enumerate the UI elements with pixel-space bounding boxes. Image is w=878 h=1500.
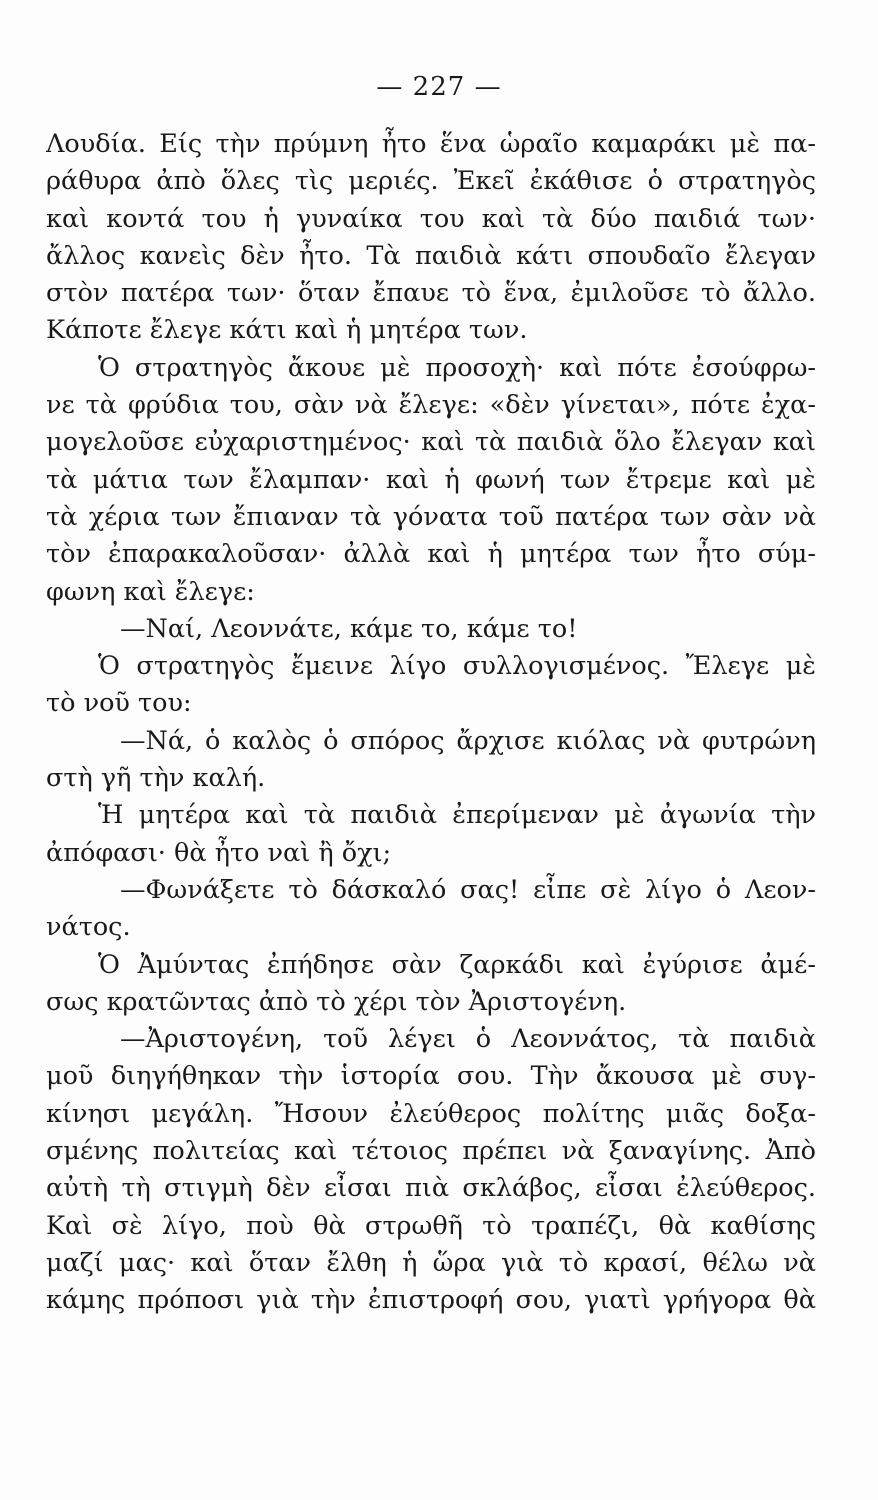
text-line: τὸν ἐπαρακαλοῦσαν· ἀλλὰ καὶ ἡ μητέρα των ἦτο σύμ- [46,539,816,570]
page-number: — 227 — [376,72,502,102]
text-line: Καὶ σὲ λίγο, ποὺ θὰ στρωθῆ τὸ τραπέζι, θὰ καθίσης [46,1210,816,1241]
text-line: Κάποτε ἔλεγε κάτι καὶ ἡ μητέρα των. [46,315,528,346]
text-line: Ὁ στρατηγὸς ἄκουε μὲ προσοχὴ· καὶ πότε ἐσούφρω- [98,352,816,383]
text-line: κάμης πρόποσι γιὰ τὴν ἐπιστροφή σου, γιατὶ γρήγορα θὰ [46,1285,816,1316]
text-line: φωνη καὶ ἔλεγε: [46,576,255,607]
text-line: νάτος. [46,912,131,943]
text-line: ἀπόφασι· θὰ ἦτο ναὶ ἢ ὄχι; [46,837,392,868]
text-line: στὸν πατέρα των· ὅταν ἔπαυε τὸ ἕνα, ἐμιλοῦσε τὸ ἄλλο. [46,278,816,309]
text-line: Λουδία. Είς τὴν πρύμνη ἦτο ἕνα ὡραῖο καμαράκι μὲ πα- [46,129,816,159]
text-line: Ἡ μητέρα καὶ τὰ παιδιὰ ἐπερίμεναν μὲ ἀγωνία τὴν [98,800,816,831]
text-line: μοῦ διηγήθηκαν τὴν ἱστορία σου. Τὴν ἄκουσα μὲ συγ- [46,1061,816,1092]
text-line: τὰ μάτια των ἔλαμπαν· καὶ ἡ φωνή των ἔτρεμε καὶ μὲ [46,464,816,495]
text-line: στὴ γῆ τὴν καλή. [46,763,266,794]
text-line: Ὁ στρατηγὸς ἔμεινε λίγο συλλογισμένος. Ἔλεγε μὲ [98,651,816,682]
text-line: ἄλλος κανεὶς δὲν ἦτο. Τὰ παιδιὰ κάτι σπουδαῖο ἔλεγαν [46,240,816,271]
text-line: κίνησι μεγάλη. Ἤσουν ἐλεύθερος πολίτης μιᾶς δοξα- [46,1098,816,1129]
text-line: καὶ κοντά του ἡ γυναίκα του καὶ τὰ δύο παιδιά των· [46,203,816,234]
text-line: μογελοῦσε εὐχαριστημένος· καὶ τὰ παιδιὰ ὅλο ἔλεγαν καὶ [46,427,816,458]
text-line: μαζί μας· καὶ ὅταν ἔλθη ἡ ὥρα γιὰ τὸ κρασί, θέλω νὰ [46,1247,816,1278]
dialogue-line: —Νά, ὁ καλὸς ὁ σπόρος ἄρχισε κιόλας νὰ φυτρώνη [120,725,816,756]
text-line: Ὁ Ἀμύντας ἐπήδησε σὰν ζαρκάδι καὶ ἐγύρισε ἀμέ- [98,949,816,980]
text-line: σμένης πολιτείας καὶ τέτοιος πρέπει νὰ ξαναγίνης. Ἀπὸ [46,1136,816,1167]
body-text [46,126,816,1320]
dialogue-line: —Ναί, Λεοννάτε, κάμε το, κάμε το! [120,613,578,644]
dialogue-line: —Ἀριστογένη, τοῦ λέγει ὁ Λεοννάτος, τὰ παιδιὰ [120,1024,816,1055]
text-line: σως κρατῶντας ἀπὸ τὸ χέρι τὸν Ἀριστογένη. [46,986,627,1017]
dialogue-line: —Φωνάξετε τὸ δάσκαλό σας! εἶπε σὲ λίγο ὁ Λεον- [120,874,816,905]
text-line: ράθυρα ἀπὸ ὅλες τὶς μεριές. Ἐκεῖ ἐκάθισε ὁ στρατηγὸς [46,166,816,197]
text-line: τὸ νοῦ του: [46,688,192,719]
text-line: τὰ χέρια των ἔπιαναν τὰ γόνατα τοῦ πατέρα των σὰν νὰ [46,501,816,532]
text-line: νε τὰ φρύδια του, σὰν νὰ ἔλεγε: «δὲν γίνεται», πότε ἐχα- [46,390,816,421]
text-line: αὐτὴ τὴ στιγμὴ δὲν εἶσαι πιὰ σκλάβος, εἶσαι ἐλεύθερος. [46,1173,816,1204]
